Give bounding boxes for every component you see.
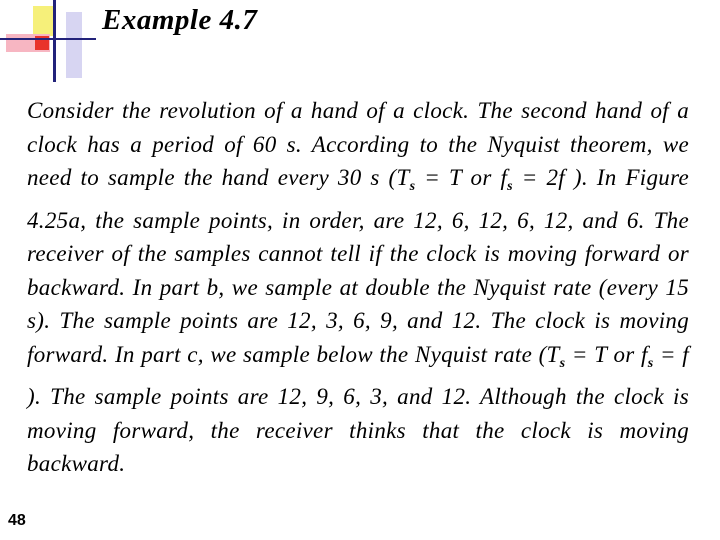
body-text-part: = T or f — [415, 165, 508, 190]
body-text-part: Consider the revolution of a hand of a clock. The second hand of a clock has a period of 60 s. According to the Nyquist theorem, we need to sample the hand every 30 s (T — [27, 98, 689, 190]
logo-horizontal-line — [0, 38, 96, 40]
subscript: s — [409, 179, 416, 194]
slide-logo — [0, 0, 100, 90]
logo-lavender-bar — [66, 12, 82, 78]
body-text-part: = f ). The sample points are 12, 9, 6, 3, and 12. Although the clock is moving forward, the receiver thinks that the clock is moving backward. — [27, 341, 689, 476]
body-paragraph — [27, 94, 689, 481]
body-text-part: = T or f — [565, 341, 648, 367]
page-number: 48 — [8, 512, 26, 529]
logo-vertical-line — [53, 0, 56, 82]
logo-yellow-square — [33, 6, 55, 36]
subscript: s — [507, 179, 513, 194]
body-text-part: = 2f ). In Figure 4.25a, the sample points, in order, are 12, 6, 12, 6, 12, and 6. The receiver of the samples cannot tell if the clock is moving forward or backward. In part b, we sample at double the Nyquist rate (every 15 s). The sample points are 12, 3, 6, 9, and 12. The clock is moving forward. In part c, we sample below the Nyquist rate (T — [27, 165, 689, 367]
slide-title: Example 4.7 — [102, 4, 258, 36]
subscript: s — [559, 355, 566, 371]
subscript: s — [647, 355, 654, 371]
